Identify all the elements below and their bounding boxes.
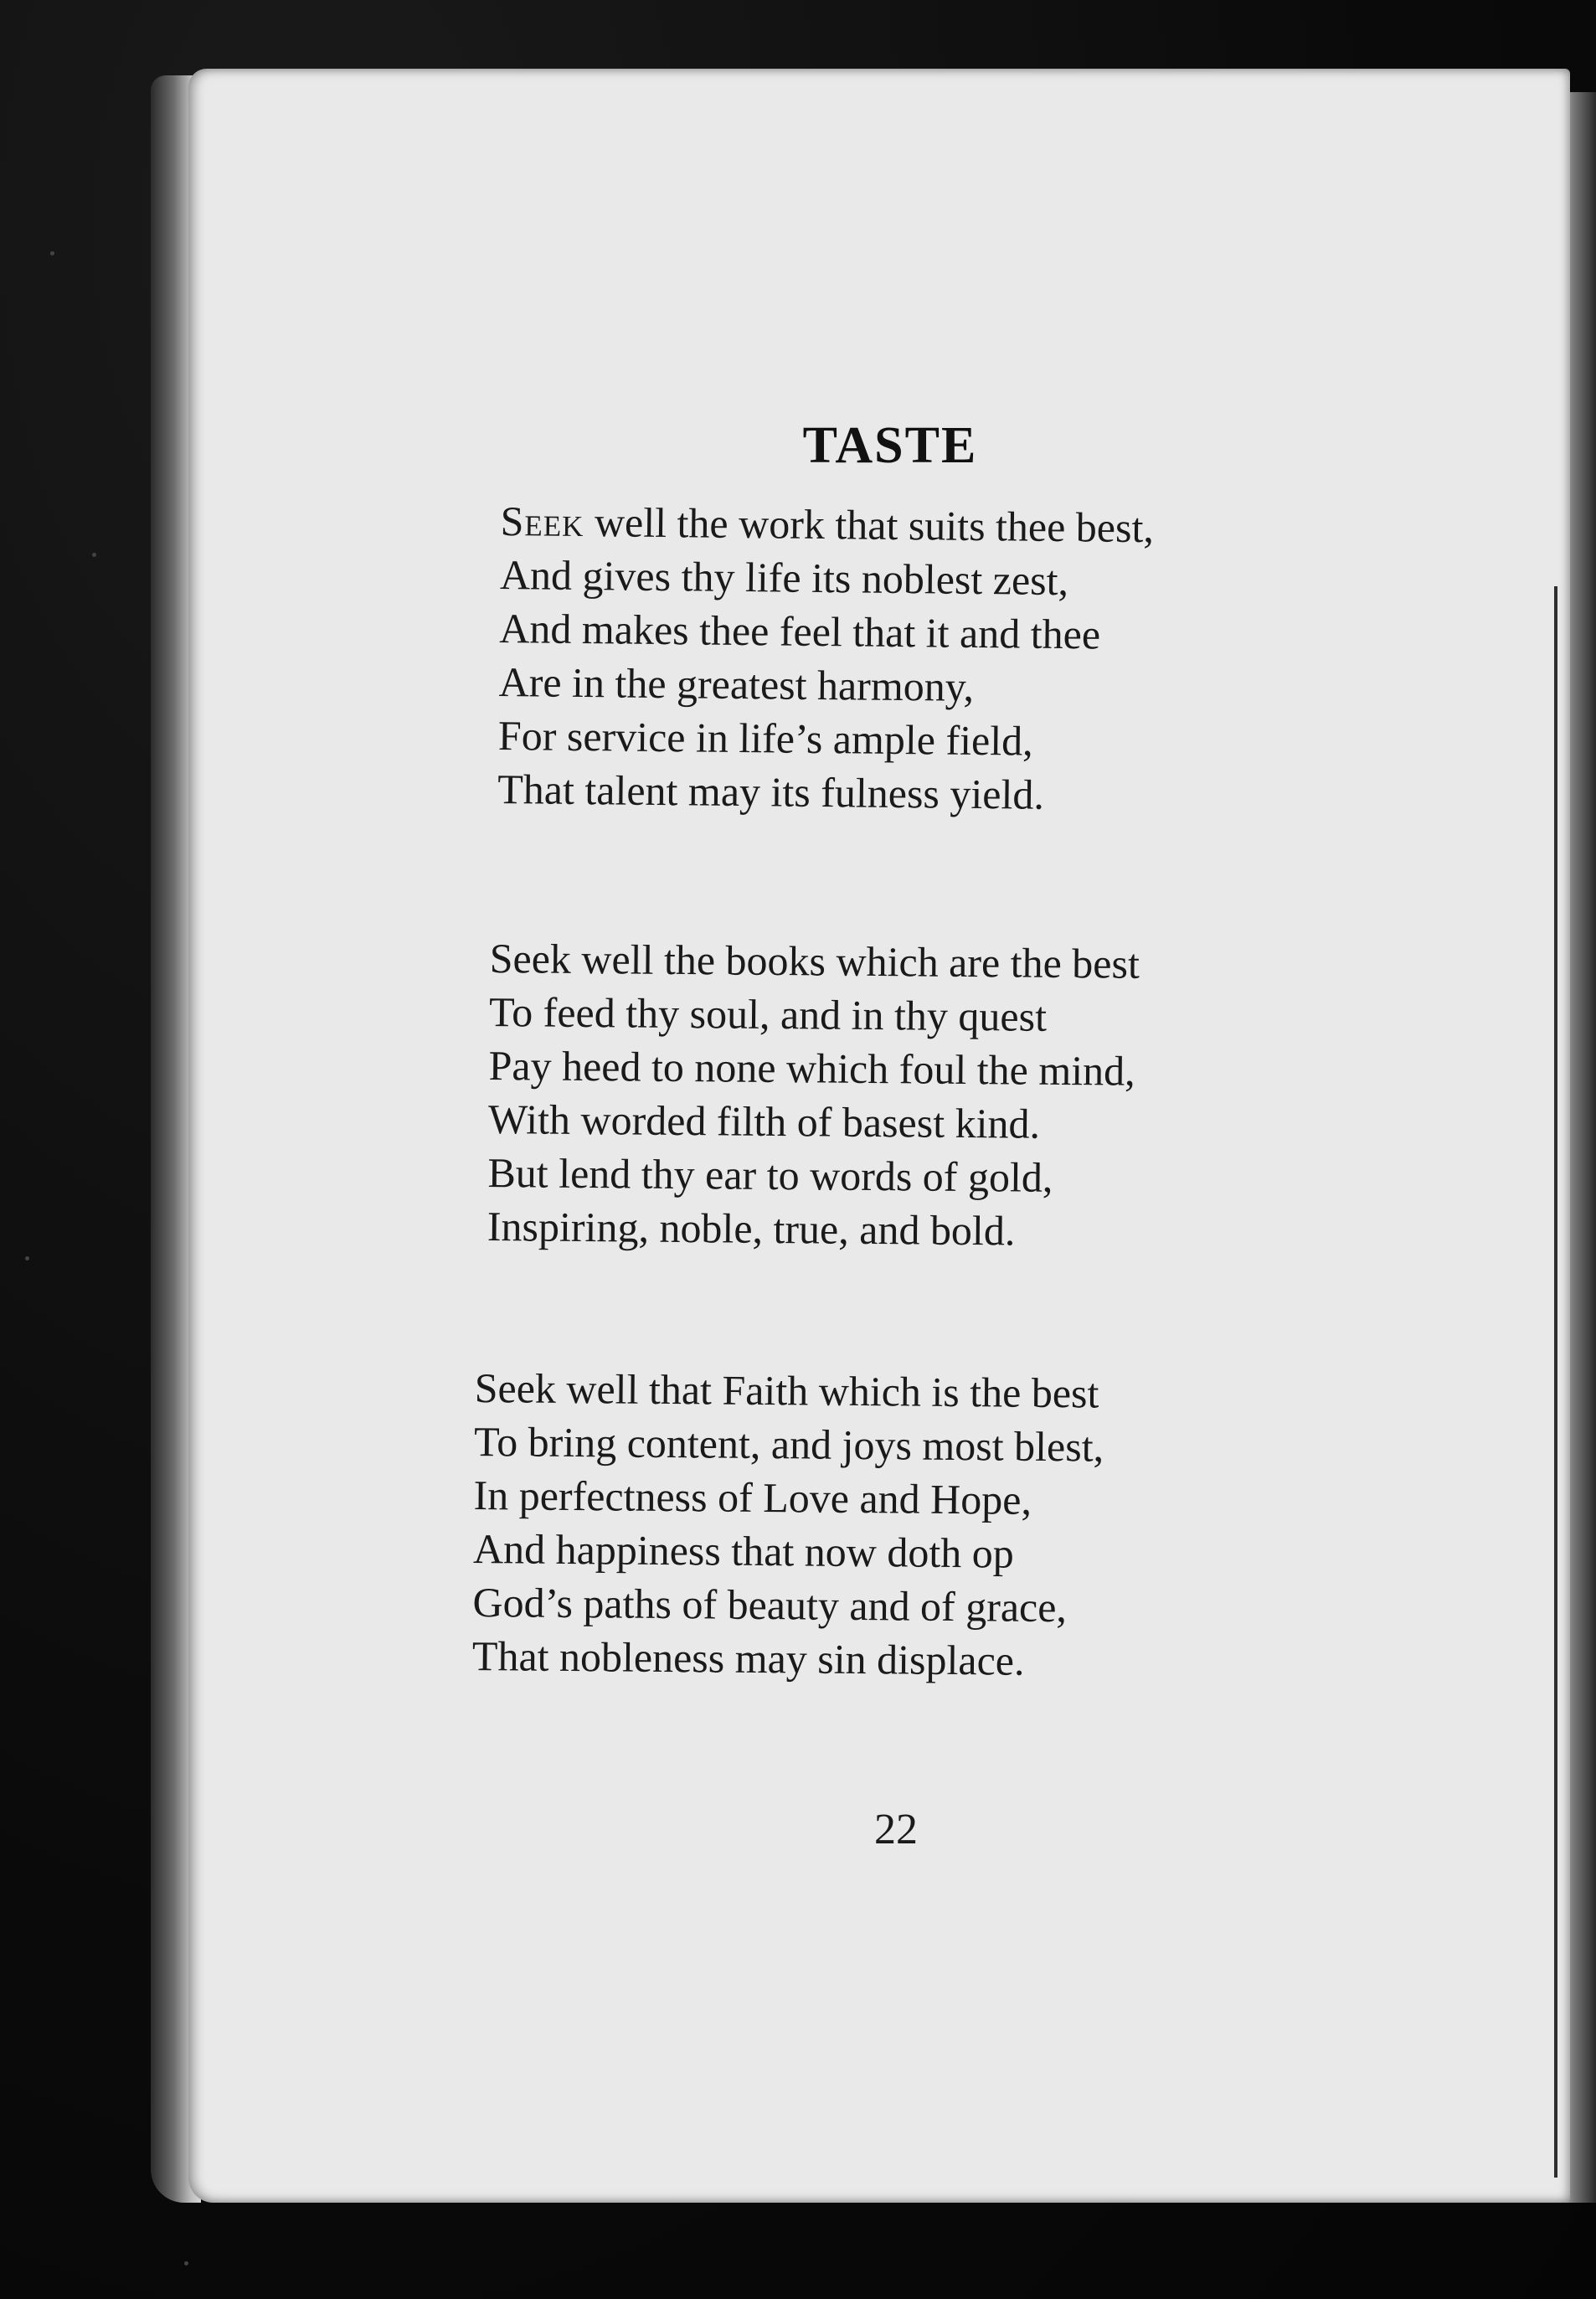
stanza-3 [472, 1361, 1104, 1688]
poem-line: And makes thee feel that it and thee [499, 604, 1101, 658]
poem-line: In perfectness of Love and Hope, [473, 1471, 1032, 1523]
poem-line: Are in the greatest harmony, [498, 657, 975, 710]
poem-line: That nobleness may sin displace. [471, 1631, 1025, 1684]
poem-line-lead: Seek [500, 497, 584, 546]
poem-line: But lend thy ear to words of gold, [487, 1148, 1053, 1201]
poem-line: Seek well the books which are the best [489, 934, 1140, 987]
poem-line: Inspiring, noble, true, and bold. [487, 1202, 1016, 1255]
poem-line: For service in life’s ample field, [497, 711, 1033, 765]
dust-speck [50, 251, 54, 255]
poem-line [500, 494, 1154, 554]
poem-line: And happiness that now doth op [472, 1524, 1015, 1577]
dust-speck [184, 2261, 188, 2265]
poem-line: That talent may its fulness yield. [497, 765, 1045, 818]
stanza-2 [487, 931, 1140, 1259]
poem-title: TASTE [802, 416, 978, 474]
dust-speck [92, 553, 96, 557]
poem-line: Pay heed to none which foul the mind, [488, 1041, 1135, 1095]
dust-speck [25, 1256, 29, 1260]
poem-line-text: well the work that suits thee best, [584, 498, 1155, 552]
poem-line: To bring content, and joys most blest, [473, 1417, 1104, 1471]
poem-line: With worded filth of basest kind. [487, 1095, 1041, 1147]
poem-line: And gives thy life its noblest zest, [499, 550, 1069, 605]
poem-line: To feed thy soul, and in thy quest [488, 987, 1048, 1040]
poem-line: Seek well that Faith which is the best [474, 1363, 1099, 1417]
page-gutter-line [1554, 586, 1557, 2178]
stanza-1 [497, 494, 1154, 822]
poem-line: God’s paths of beauty and of grace, [472, 1578, 1068, 1631]
page-number: 22 [874, 1806, 918, 1853]
